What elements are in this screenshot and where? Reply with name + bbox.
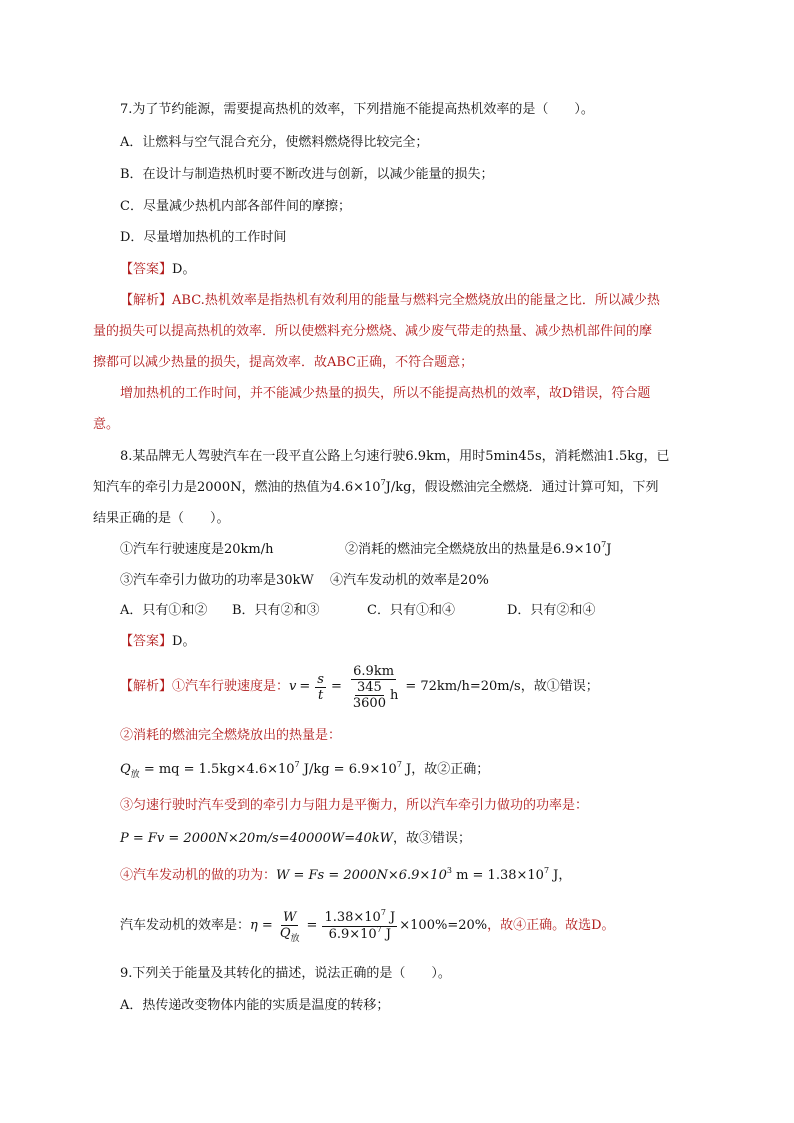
q7-analysis-line-3: 擦都可以减少热量的损失，提高效率．故ABC正确，不符合题意；	[93, 355, 474, 370]
analysis-text: ④汽车发动机的做的功为：	[120, 868, 277, 883]
formula-Q: Q	[279, 925, 291, 941]
q8-statement-row-1	[120, 542, 611, 559]
formula-result: = 72km/h=20m/s	[405, 679, 521, 694]
q7-option-b: B．在设计与制造热机时要不断改进与创新，以减少能量的损失；	[120, 167, 494, 182]
answer-tag: 【答案】	[120, 634, 173, 649]
fraction-numerator	[322, 907, 397, 927]
fraction-distance-over-time	[347, 664, 400, 711]
exponent: 7	[601, 540, 607, 549]
statement-3: ③汽车牵引力做功的功率是30kW	[120, 573, 314, 588]
conclusion: ，故③错误；	[392, 831, 471, 846]
q8-option-a: A．只有①和②	[120, 603, 208, 618]
exponent: 7	[376, 924, 382, 934]
q7-answer	[120, 262, 195, 278]
fraction-denominator	[327, 924, 394, 943]
q8-option-c: C．只有①和④	[367, 603, 455, 618]
inner-numerator: 345	[357, 679, 382, 695]
formula-text: P = Fv = 2000N×20m/s=40000W=40kW	[120, 831, 393, 846]
subscript: 放	[290, 933, 300, 944]
exponent: 7	[396, 760, 402, 769]
conclusion: ，故②正确；	[411, 762, 490, 777]
answer-value: D。	[172, 634, 196, 649]
q8-stem-line-2	[93, 480, 658, 497]
formula-v: v	[289, 679, 297, 694]
fraction-denominator	[278, 926, 302, 943]
fraction-numerator: W	[283, 909, 297, 925]
analysis-tag: 【解析】	[120, 293, 173, 308]
q8-analysis-heat-formula	[120, 762, 489, 779]
q8-options	[120, 603, 595, 619]
formula-text: J/kg = 6.9×10	[299, 762, 397, 777]
inner-denominator: 3600	[352, 695, 386, 711]
q7-stem: 7.为了节约能源，需要提高热机的效率，下列措施不能提高热机效率的是（ ）。	[120, 102, 594, 117]
denominator-text: J	[381, 926, 392, 942]
conclusion: ，故①错误；	[520, 679, 599, 694]
conclusion: ，	[558, 868, 572, 883]
q7-option-a: A．让燃料与空气混合充分，使燃料燃烧得比较完全；	[120, 135, 429, 150]
stem-text: 知汽车的牵引力是2000N，燃油的热值为4.6×10	[93, 480, 381, 495]
q7-option-c: C．尽量减少热机内部各部件间的摩擦；	[120, 199, 351, 214]
formula-eq: =	[299, 679, 311, 694]
stem-text: J/kg，假设燃油完全燃烧．通过计算可知，下列	[385, 480, 659, 495]
answer-value: D。	[172, 262, 196, 277]
exponent: 7	[294, 760, 300, 769]
formula-text: J	[549, 868, 559, 883]
fraction-denominator: t	[318, 687, 324, 703]
answer-tag: 【答案】	[120, 262, 173, 277]
formula-text: = mq = 1.5kg×4.6×10	[139, 762, 295, 777]
statement-text: ②消耗的燃油完全燃烧放出的热量是6.9×10	[345, 542, 602, 557]
q9-stem: 9.下列关于能量及其转化的描述，说法正确的是（ ）。	[120, 966, 451, 981]
denominator-text: 6.9×10	[328, 926, 377, 942]
exponent: 7	[380, 907, 386, 917]
analysis-text: ①汽车行驶速度是：	[172, 679, 290, 694]
fraction-efficiency	[322, 907, 397, 943]
exponent: 7	[543, 866, 550, 875]
statement-2	[345, 542, 611, 557]
numerator-text: J	[385, 909, 396, 925]
q8-option-d: D．只有②和④	[507, 603, 596, 618]
statement-1: ①汽车行驶速度是20km/h	[120, 542, 274, 557]
q7-option-d: D．尽量增加热机的工作时间	[120, 230, 287, 245]
q9-option-a: A．热传递改变物体内能的实质是温度的转移；	[120, 998, 390, 1013]
analysis-text: 汽车发动机的效率是：	[120, 918, 251, 933]
analysis-text: ABC.热机效率是指热机有效利用的能量与燃料完全燃烧放出的能量之比．所以减少热	[172, 293, 660, 308]
analysis-tag: 【解析】	[120, 679, 173, 694]
unit: h	[389, 687, 399, 703]
exponent: 3	[446, 866, 452, 875]
formula-eq: =	[330, 679, 342, 694]
statement-text: J	[606, 542, 612, 557]
q8-answer	[120, 634, 195, 650]
inner-fraction	[351, 680, 388, 711]
formula-Q: Q	[120, 762, 131, 777]
q7-analysis-line-5: 意。	[93, 417, 120, 432]
q8-stem-line-3: 结果正确的是（ ）。	[93, 511, 230, 526]
q8-statement-row-2	[120, 573, 489, 589]
fraction-denominator	[347, 680, 400, 711]
fraction-w-over-q	[278, 910, 302, 943]
q8-analysis-efficiency: 汽车发动机的效率是： η = $\frac{W}{Q_放}$ = $\frac{1.38\times 10^7 J}{6.9\times 10^7 J}$ ×100%=20% ，故④正确。故选D。	[120, 907, 615, 944]
formula-text: J	[401, 762, 412, 777]
formula-result: ×100%=20%	[399, 918, 488, 933]
q7-analysis-line-4: 增加热机的工作时间，并不能减少热量的损失，所以不能提高热机的效率，故D错误，符合题	[120, 386, 651, 401]
numerator-text: 1.38×10	[324, 909, 381, 925]
fraction-numerator: 6.9km	[353, 663, 395, 679]
q8-option-b: B．只有②和③	[232, 603, 320, 618]
fraction-s-over-t	[315, 672, 326, 703]
q7-analysis-line-2: 量的损失可以提高热机的效率．所以使燃料充分燃烧、减少废气带走的热量、减少热机部件间的摩	[93, 324, 653, 339]
statement-4: ④汽车发动机的效率是20%	[330, 573, 489, 588]
q8-analysis-work	[120, 868, 571, 885]
formula-text: W = Fs = 2000N×6.9×10	[276, 868, 447, 883]
conclusion: ，故④正确。故选D。	[487, 918, 615, 933]
q8-analysis-power-text: ③匀速行驶时汽车受到的牵引力与阻力是平衡力，所以汽车牵引力做功的功率是：	[120, 798, 589, 813]
exponent: 7	[380, 478, 386, 487]
q8-analysis-speed	[120, 662, 599, 712]
formula-eta: η =	[250, 918, 273, 933]
q8-stem-line-1: 8.某品牌无人驾驶汽车在一段平直公路上匀速行驶6.9km，用时5min45s，消耗燃油1.5kg，已	[120, 449, 670, 464]
fraction-numerator: s	[317, 671, 324, 687]
q8-analysis-power-formula	[120, 831, 471, 847]
subscript: 放	[130, 770, 140, 780]
formula-text: m = 1.38×10	[451, 868, 544, 883]
q8-analysis-heat-text: ②消耗的燃油完全燃烧放出的热量是：	[120, 728, 342, 743]
q7-analysis-line-1	[120, 293, 660, 309]
